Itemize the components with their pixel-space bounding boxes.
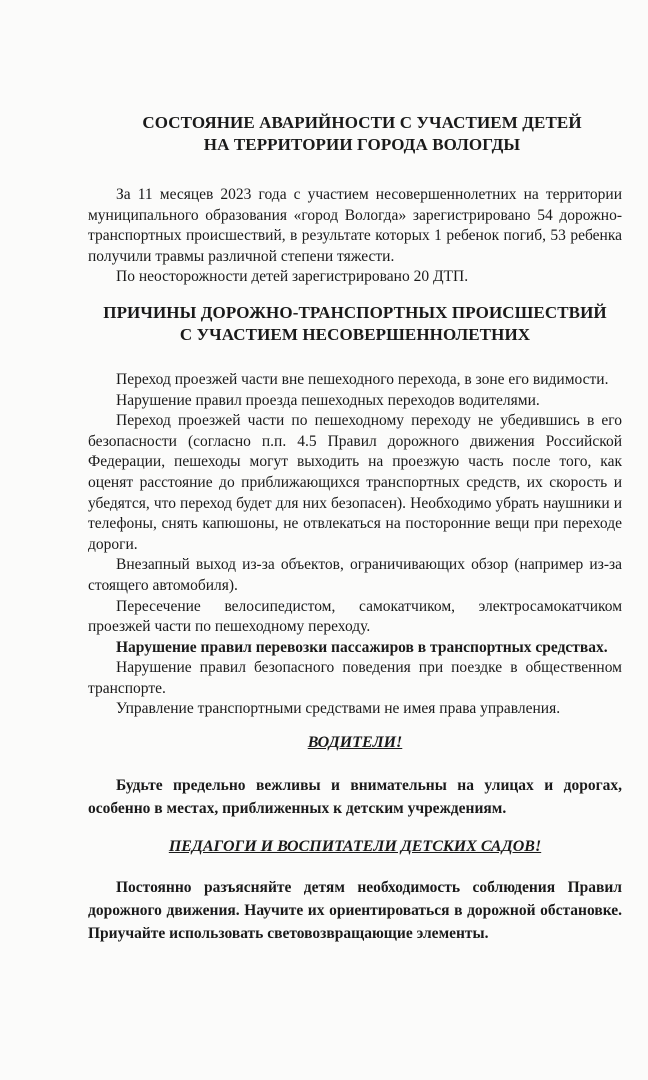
intro-paragraph-statistics: За 11 месяцев 2023 года с участием несовершеннолетних на территории муниципального образования «город Вологда» зарегистрировано 54 дорожно-транспортных происшествий, в результате которых 1 ребенок погиб, 53 ребенка получили травмы различной степени тяжести. [88, 186, 622, 265]
cause-item: Переход проезжей части вне пешеходного перехода, в зоне его видимости. [116, 370, 609, 388]
document-title [88, 112, 622, 156]
cause-item: Переход проезжей части по пешеходному переходу не убедившись в его безопасности (согласно п.п. 4.5 Правил дорожного движения Российской Федерации, пешеходы могут выходить на проезжую часть после того, как оценят расстояние до приближающихся транспортных средств, их скорость и убедятся, что переход будет для них безопасен). Необходимо убрать наушники и телефоны, снять капюшоны, не отвлекаться на посторонние вещи при переходе дороги. [88, 412, 622, 553]
teachers-appeal: Постоянно разъясняйте детям необходимость соблюдения Правил дорожного движения. Научите их ориентироваться в дорожной обстановке. Приучайте использовать световозвращающие элементы. [88, 879, 622, 943]
causes-title [88, 302, 622, 346]
cause-item: Нарушение правил проезда пешеходных переходов водителями. [116, 391, 540, 409]
cause-item: Нарушение правил безопасного поведения при поездке в общественном транспорте. [88, 659, 622, 697]
document-title-line-1: СОСТОЯНИЕ АВАРИЙНОСТИ С УЧАСТИЕМ ДЕТЕЙ [142, 113, 582, 132]
drivers-heading: ВОДИТЕЛИ! [307, 734, 403, 752]
causes-title-line-2: С УЧАСТИЕМ НЕСОВЕРШЕННОЛЕТНИХ [179, 324, 531, 344]
document-title-line-2: НА ТЕРРИТОРИИ ГОРОДА ВОЛОГДЫ [203, 135, 521, 154]
drivers-appeal: Будьте предельно вежливы и внимательны на улицах и дорогах, особенно в местах, приближенных к детским учреждениям. [88, 777, 622, 818]
cause-item: Нарушение правил перевозки пассажиров в транспортных средствах. [116, 638, 608, 656]
intro-paragraph-child-fault: По неосторожности детей зарегистрировано 20 ДТП. [116, 268, 469, 286]
teachers-heading: ПЕДАГОГИ И ВОСПИТАТЕЛИ ДЕТСКИХ САДОВ! [168, 838, 542, 856]
cause-item: Внезапный выход из-за объектов, ограничивающих обзор (например из-за стоящего автомобиля). [88, 556, 622, 594]
cause-item: Управление транспортными средствами не имея права управления. [116, 700, 561, 718]
cause-item: Пересечение велосипедистом, самокатчиком, электросамокатчиком проезжей части по пешеходному переходу. [88, 597, 622, 636]
causes-title-line-1: ПРИЧИНЫ ДОРОЖНО-ТРАНСПОРТНЫХ ПРОИСШЕСТВИЙ [103, 302, 607, 322]
